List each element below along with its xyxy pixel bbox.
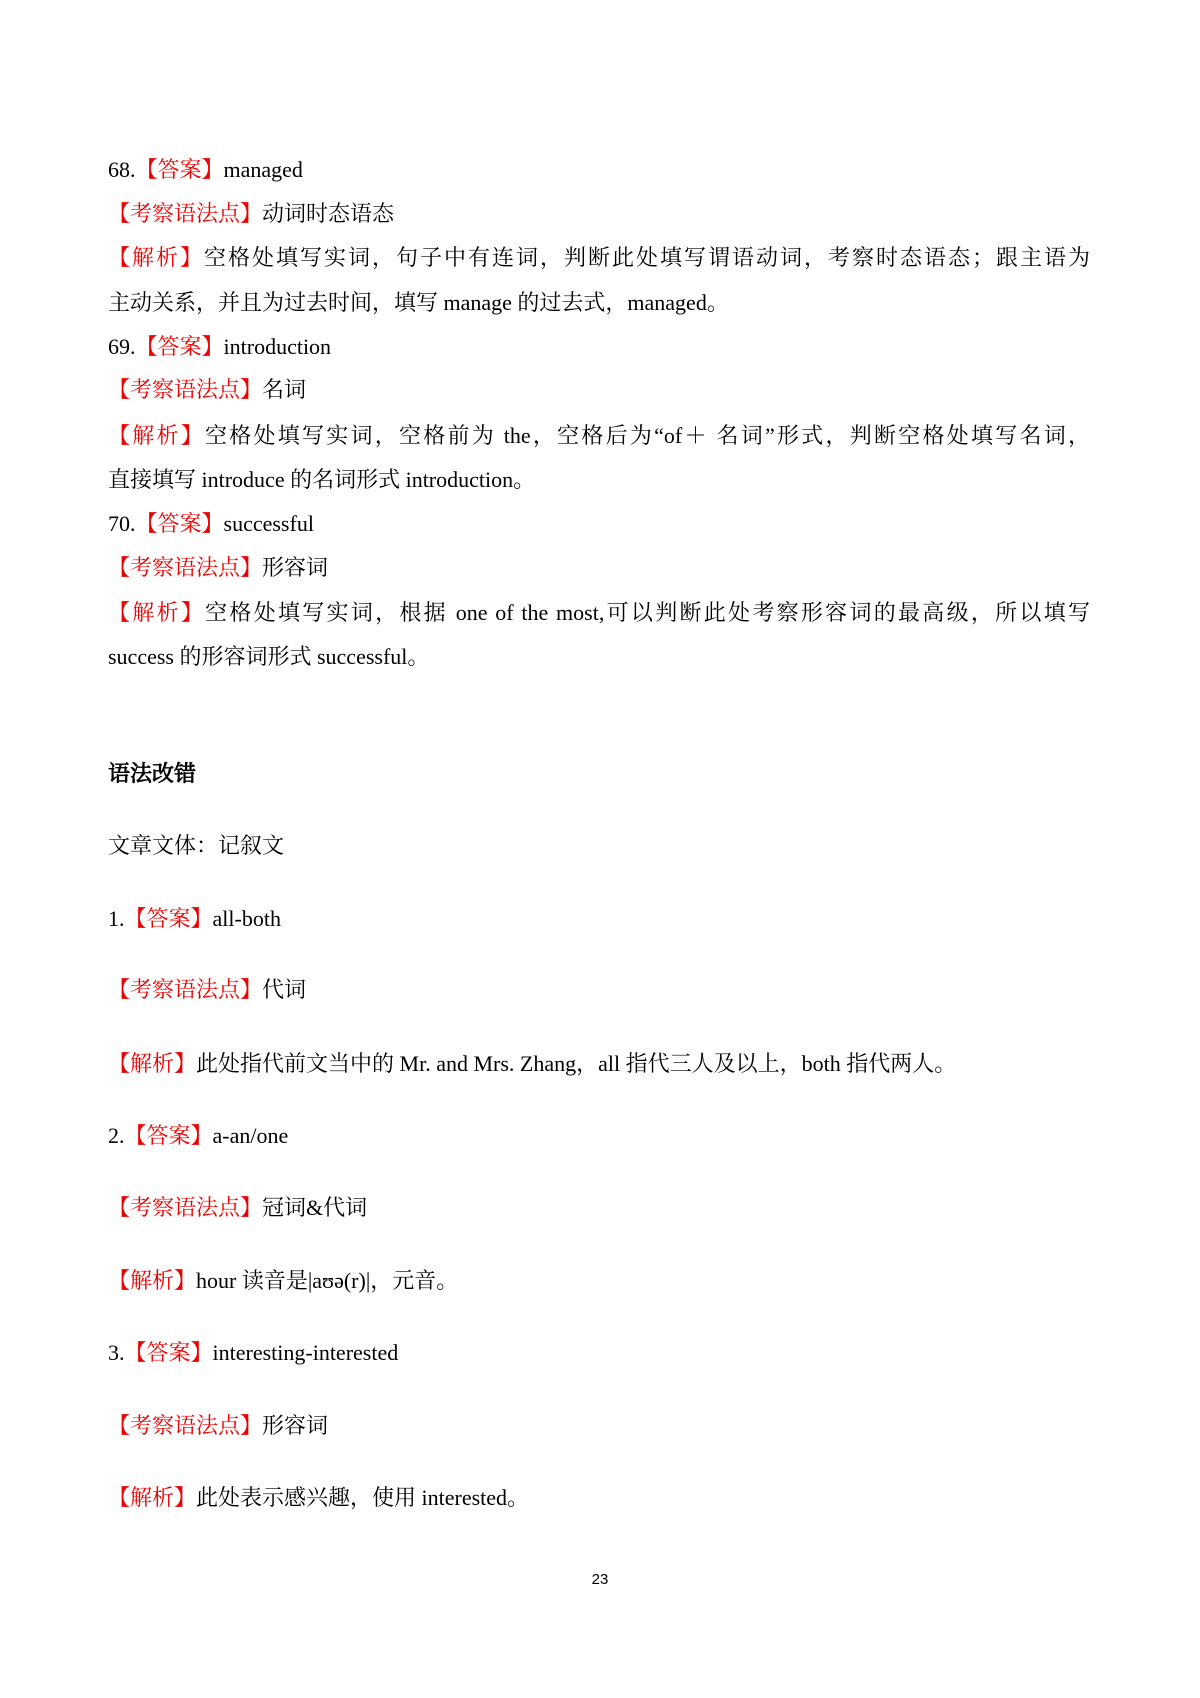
answer-label: 【答案】 — [135, 157, 224, 182]
answer-line-68 — [108, 155, 303, 185]
analysis-label: 【解析】 — [108, 1485, 197, 1510]
item-number: 1. — [108, 906, 125, 931]
answer-line-1 — [108, 904, 281, 934]
analysis-text: 空格处填写实词，根据 one of the most,可以判断此处考察形容词的最高级，所以填写 — [205, 600, 1090, 625]
answer-text: interesting-interested — [212, 1340, 399, 1365]
analysis-text: 此处表示感兴趣，使用 interested。 — [196, 1485, 530, 1510]
analysis-line-70-1 — [108, 598, 1090, 628]
answer-label: 【答案】 — [124, 1340, 213, 1365]
analysis-line-2 — [108, 1266, 458, 1296]
analysis-text: 此处指代前文当中的 Mr. and Mrs. Zhang，all 指代三人及以上，both 指代两人。 — [196, 1051, 957, 1076]
analysis-text: hour 读音是|aʊə(r)|，元音。 — [196, 1268, 459, 1293]
page-number: 23 — [591, 1571, 609, 1588]
analysis-text: success 的形容词形式 successful。 — [108, 644, 430, 669]
grammar-point-text: 冠词&代词 — [262, 1195, 368, 1220]
grammar-point-label: 【考察语法点】 — [108, 201, 263, 226]
grammar-point-label: 【考察语法点】 — [108, 1413, 263, 1438]
analysis-line-70-2 — [108, 642, 429, 672]
grammar-point-label: 【考察语法点】 — [108, 1195, 263, 1220]
answer-label: 【答案】 — [124, 1123, 213, 1148]
grammar-point-label: 【考察语法点】 — [108, 377, 263, 402]
analysis-line-68-1 — [108, 243, 1090, 273]
answer-line-2 — [108, 1121, 288, 1151]
grammar-point-text: 动词时态语态 — [262, 201, 395, 226]
answer-text: a-an/one — [212, 1123, 289, 1148]
grammar-point-text: 代词 — [262, 977, 307, 1002]
item-number: 69. — [108, 334, 136, 359]
analysis-label: 【解析】 — [108, 423, 205, 448]
analysis-text: 空格处填写实词，句子中有连词，判断此处填写谓语动词，考察时态语态；跟主语为 — [204, 245, 1090, 270]
analysis-line-69-2 — [108, 465, 535, 495]
analysis-text: 直接填写 introduce 的名词形式 introduction。 — [108, 467, 536, 492]
analysis-label: 【解析】 — [108, 245, 204, 270]
item-number: 70. — [108, 511, 136, 536]
grammar-point-text: 形容词 — [262, 555, 329, 580]
grammar-point-line-70 — [108, 553, 328, 583]
analysis-text: 空格处填写实词，空格前为 the，空格后为“of＋ 名词”形式，判断空格处填写名词， — [205, 423, 1090, 448]
grammar-point-line-3 — [108, 1411, 328, 1441]
analysis-label: 【解析】 — [108, 1268, 197, 1293]
grammar-point-line-1 — [108, 975, 306, 1005]
item-number: 68. — [108, 157, 136, 182]
answer-line-69 — [108, 332, 331, 362]
answer-text: managed — [223, 157, 303, 182]
analysis-text: 主动关系，并且为过去时间，填写 manage 的过去式，managed。 — [108, 290, 729, 315]
answer-label: 【答案】 — [135, 334, 224, 359]
grammar-point-text: 名词 — [262, 377, 307, 402]
analysis-line-69-1 — [108, 421, 1090, 451]
answer-text: introduction — [223, 334, 332, 359]
item-number: 3. — [108, 1340, 125, 1365]
grammar-point-line-2 — [108, 1193, 367, 1223]
analysis-line-3 — [108, 1483, 529, 1513]
answer-label: 【答案】 — [124, 906, 213, 931]
grammar-point-line-68 — [108, 199, 394, 229]
analysis-line-1 — [108, 1049, 956, 1079]
answer-line-3 — [108, 1338, 398, 1368]
grammar-point-text: 形容词 — [262, 1413, 329, 1438]
item-number: 2. — [108, 1123, 125, 1148]
grammar-point-line-69 — [108, 375, 306, 405]
section-genre: 文章文体：记叙文 — [108, 833, 285, 858]
answer-text: all-both — [212, 906, 281, 931]
grammar-point-label: 【考察语法点】 — [108, 977, 263, 1002]
analysis-label: 【解析】 — [108, 600, 206, 625]
analysis-label: 【解析】 — [108, 1051, 197, 1076]
grammar-point-label: 【考察语法点】 — [108, 555, 263, 580]
section-title: 语法改错 — [108, 761, 197, 786]
answer-text: successful — [223, 511, 314, 536]
analysis-line-68-2 — [108, 288, 729, 318]
answer-line-70 — [108, 509, 314, 539]
answer-label: 【答案】 — [135, 511, 224, 536]
